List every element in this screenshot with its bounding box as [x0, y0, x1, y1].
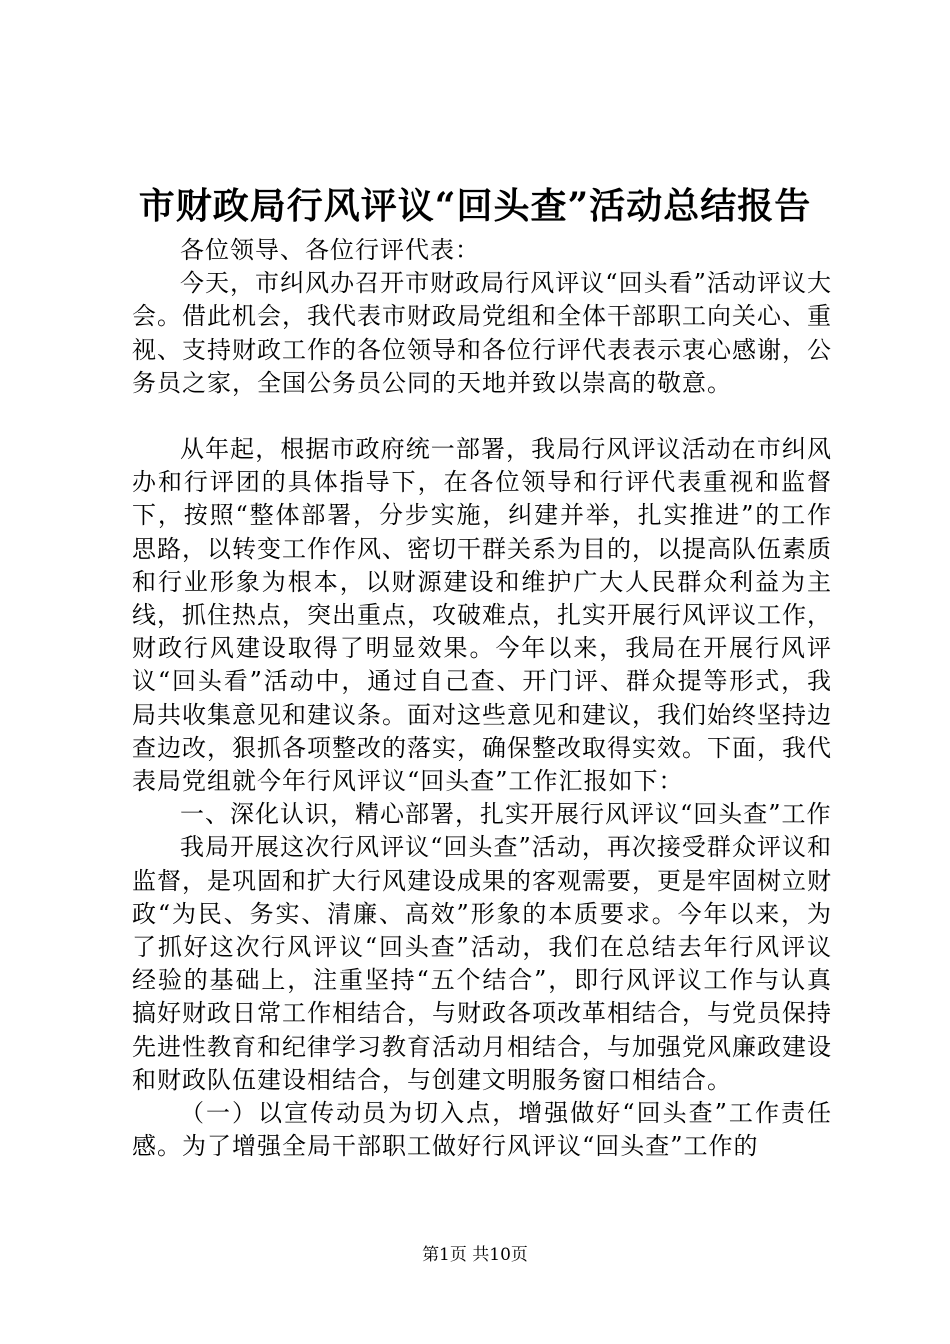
document-title: 市财政局行风评议“回头查”活动总结报告 [138, 185, 812, 227]
section-heading-1: 一、深化认识，精心部署，扎实开展行风评议“回头查”工作 [180, 800, 832, 829]
page-number-footer: 第1页 共10页 [422, 1245, 528, 1265]
section-1-paragraph: 我局开展这次行风评议“回头查”活动，再次接受群众评议和监督，是巩固和扩大行风建设成果的客观需要，更是牢固树立财政“为民、务实、清廉、高效”形象的本质要求。今年以来，为了抓好这次行风评议“回头查”活动，我们在总结去年行风评议经验的基础上，注重坚持“五个结合”，即行风评议工作与认真搞好财政日常工作相结合，与财政各项改革相结合，与党员保持先进性教育和纪律学习教育活动月相结合，与加强党风廉政建设和财政队伍建设相结合，与创建文明服务窗口相结合。 [132, 833, 832, 1094]
salutation-paragraph: 各位领导、各位行评代表： [180, 236, 480, 264]
document-body [132, 234, 832, 1163]
background-paragraph: 从年起，根据市政府统一部署，我局行风评议活动在市纠风办和行评团的具体指导下，在各位领导和行评代表重视和监督下，按照“整体部署，分步实施，纠建并举，扎实推进”的工作思路，以转变工作作风、密切干群关系为目的，以提高队伍素质和行业形象为根本，以财源建设和维护广大人民群众利益为主线，抓住热点，突出重点，攻破难点，扎实开展行风评议工作，财政行风建设取得了明显效果。今年以来，我局在开展行风评议“回头看”活动中，通过自己查、开门评、群众提等形式，我局共收集意见和建议条。面对这些意见和建议，我们始终坚持边查边改，狠抓各项整改的落实，确保整改取得实效。下面，我代表局党组就今年行风评议“回头查”工作汇报如下： [132, 435, 832, 796]
opening-paragraph: 今天，市纠风办召开市财政局行风评议“回头看”活动评议大会。借此机会，我代表市财政局党组和全体干部职工向关心、重视、支持财政工作的各位领导和各位行评代表表示衷心感谢，公务员之家，全国公务员公同的天地并致以崇高的敬意。 [132, 269, 832, 397]
subsection-1-paragraph: （一）以宣传动员为切入点，增强做好“回头查”工作责任感。为了增强全局干部职工做好行风评议“回头查”工作的 [132, 1099, 832, 1161]
